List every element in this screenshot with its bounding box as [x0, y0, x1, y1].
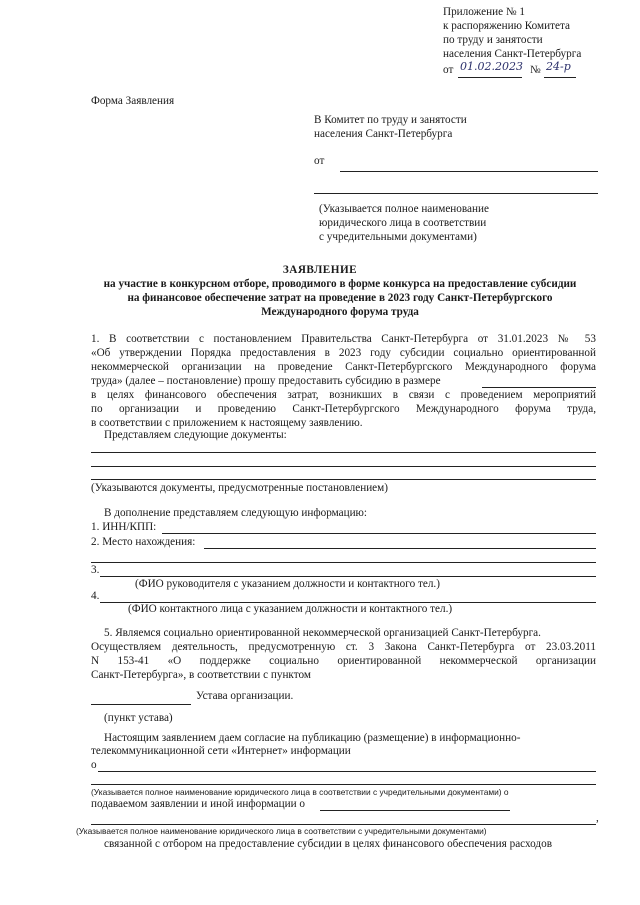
documents-line1	[91, 452, 596, 453]
location-line2	[91, 562, 596, 563]
appendix-number-label: №	[530, 64, 541, 76]
addressee-hint3: с учредительными документами)	[319, 231, 477, 243]
consent-prefix-o: о	[91, 759, 97, 771]
info-intro: В дополнение представляем следующую информацию:	[104, 507, 368, 519]
p5-line3: N 153-41 «О поддержке социально ориентированной некоммерческой организации	[91, 655, 596, 667]
appendix-number-line	[544, 77, 576, 78]
documents-hint: (Указываются документы, предусмотренные постановлением)	[91, 482, 388, 494]
info-item3: 3.	[91, 564, 100, 576]
consent-comma: ,	[596, 812, 599, 824]
inn-kpp-line	[162, 533, 596, 534]
documents-line3	[91, 479, 596, 480]
p1-line2: «Об утверждении Порядка предоставления в 2023 году субсидии социально ориентированной	[91, 347, 596, 359]
info-item4-hint: (ФИО контактного лица с указанием должности и контактного тел.)	[128, 603, 453, 615]
p1-line4: труда» (далее – постановление) прошу предоставить субсидию в размере	[91, 375, 441, 387]
appendix-number-handwritten: 24-р	[546, 60, 571, 73]
info-item4: 4.	[91, 590, 100, 602]
p1-line1: 1. В соответствии с постановлением Правительства Санкт-Петербурга от 31.01.2023 № 53	[91, 333, 596, 345]
title-line1: на участие в конкурсном отборе, проводимого в форме конкурса на предоставление субсидии	[103, 278, 577, 290]
p1-line6: по организации и проведению Санкт-Петербургского Международного форума труда,	[91, 403, 596, 415]
charter-item-line	[91, 704, 191, 705]
addressee-line1: В Комитет по труду и занятости	[314, 114, 467, 126]
appendix-line1: Приложение № 1	[443, 6, 525, 18]
consent-org-line1	[98, 771, 596, 772]
addressee-hint1: (Указывается полное наименование	[319, 203, 489, 215]
addressee-name-line1	[340, 171, 598, 172]
documents-line2	[91, 466, 596, 467]
appendix-date-line	[458, 77, 522, 78]
consent-line1: Настоящим заявлением даем согласие на публикацию (размещение) в информационно-	[104, 732, 521, 744]
charter-text: Устава организации.	[196, 690, 294, 702]
appendix-date-handwritten: 01.02.2023	[460, 60, 523, 73]
p1-line5: в целях финансового обеспечения затрат, возникших в связи с проведением мероприятий	[91, 389, 596, 401]
director-line	[100, 576, 596, 577]
info-item3-hint: (ФИО руководителя с указанием должности и контактного тел.)	[135, 578, 440, 590]
addressee-hint2: юридического лица в соответствии	[319, 217, 487, 229]
consent-hint2: (Указывается полное наименование юридического лица в соответствии с учредительными документами)	[76, 826, 487, 836]
consent-line2: телекоммуникационной сети «Интернет» информации	[91, 745, 351, 757]
addressee-line2: населения Санкт-Петербурга	[314, 128, 453, 140]
location-line	[204, 548, 596, 549]
document-title: ЗАЯВЛЕНИЕ	[282, 264, 358, 276]
p1-line7: в соответствии с приложением к настоящему заявлению.	[91, 417, 363, 429]
p5-line4: Санкт-Петербурга», в соответствии с пунктом	[91, 669, 311, 681]
title-line2: на финансовое обеспечение затрат на проведение в 2023 году Санкт-Петербургского	[127, 292, 553, 304]
charter-hint: (пункт устава)	[104, 712, 173, 724]
addressee-from-label: от	[314, 155, 325, 167]
appendix-line2: к распоряжению Комитета	[443, 20, 570, 32]
appendix-from-label: от	[443, 64, 454, 76]
appendix-line4: населения Санкт-Петербурга	[443, 48, 582, 60]
consent-line4: связанной с отбором на предоставление субсидии в целях финансового обеспечения расходов	[104, 838, 552, 850]
form-label: Форма Заявления	[91, 95, 175, 107]
consent-org-line2	[91, 784, 596, 785]
info-item2: 2. Место нахождения:	[91, 536, 196, 548]
title-line3: Международного форума труда	[261, 306, 419, 318]
consent-hint1: (Указывается полное наименование юридического лица в соответствии с учредительными документами) о	[91, 787, 509, 797]
info-item1: 1. ИНН/КПП:	[91, 521, 157, 533]
p5-line2: Осуществляем деятельность, предусмотренную ст. 3 Закона Санкт-Петербурга от 23.03.2011	[91, 641, 596, 653]
consent-line3: подаваемом заявлении и иной информации о	[91, 798, 305, 810]
p5-line1: 5. Являемся социально ориентированной некоммерческой организацией Санкт-Петербурга.	[104, 627, 541, 639]
consent-org-line3	[91, 824, 596, 825]
subsidy-amount-line	[482, 387, 596, 388]
documents-intro: Представляем следующие документы:	[104, 429, 287, 441]
consent-about-line	[320, 810, 510, 811]
addressee-name-line2	[314, 193, 598, 194]
p1-line3: некоммерческой организации на проведение Санкт-Петербургского Международного форума	[91, 361, 596, 373]
appendix-line3: по труду и занятости	[443, 34, 543, 46]
